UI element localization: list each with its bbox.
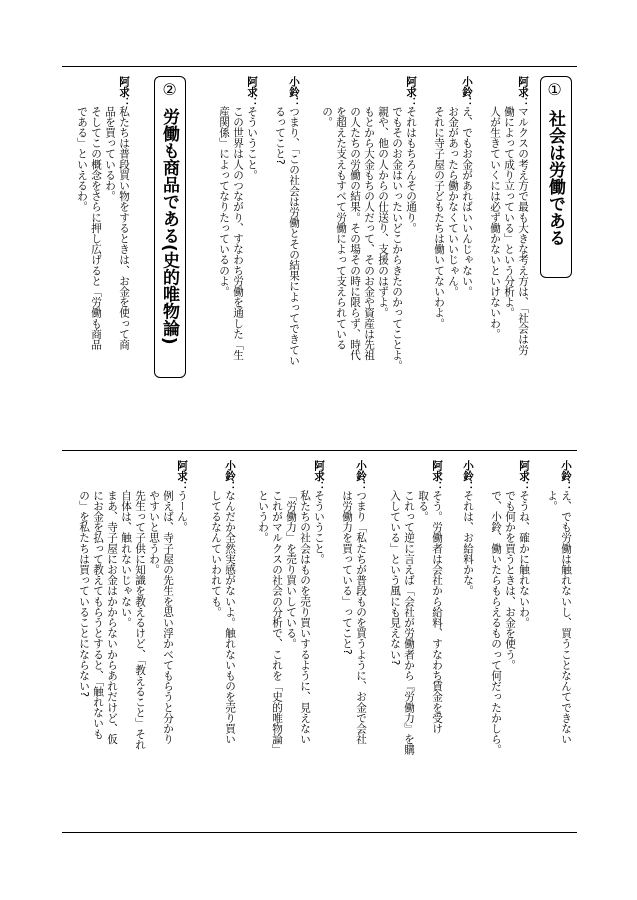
dialogue-line: つまり「私たちが普段ものを買うように、お金で会社 bbox=[355, 490, 367, 745]
dialogue-line: 働によって成り立っている」という分析よ。 bbox=[503, 106, 515, 318]
dialogue-line: 自体は、触れないじゃない。 bbox=[120, 490, 132, 628]
dialogue-line: は労働力を買っている」ってこと? bbox=[341, 490, 353, 655]
speaker-label: 阿求： bbox=[313, 460, 325, 492]
bottom-rule bbox=[62, 832, 577, 833]
speaker-label: 阿求： bbox=[176, 460, 188, 492]
dialogue-line: え、でもお金があればいいんじゃない。 bbox=[461, 106, 473, 297]
dialogue-line: の人たちの労働の結果。その場その時に限らず、時代 bbox=[349, 106, 361, 361]
dialogue-line: そう。労働者は会社から給料、すなわち賃金を受け bbox=[431, 490, 443, 734]
dialogue-line: にお金を払って教えてもらうとすると、「触れないも bbox=[92, 490, 104, 740]
speaker-label: 阿求： bbox=[517, 76, 529, 108]
dialogue-line: で、小鈴、働いたらもらえるものって何だったかしら。 bbox=[490, 490, 502, 755]
dialogue-line: 「労働力」を売り買いしている。 bbox=[285, 490, 297, 649]
speaker-label: 小鈴： bbox=[560, 460, 572, 492]
speaker-label: 小鈴： bbox=[461, 76, 473, 108]
dialogue-line: つまり、「この社会は労働とその結果によってできてい bbox=[288, 106, 300, 366]
dialogue-line: この世界は人のつながり、すなわち労働を通した「生 bbox=[232, 106, 244, 361]
dialogue-line: の。 bbox=[321, 106, 333, 128]
dialogue-line: 先生って子供に知識を教えるけど、「教えること」それ bbox=[134, 490, 146, 750]
dialogue-line: まあ、寺子屋にお金はかからないからあれだけど、仮 bbox=[106, 490, 118, 745]
dialogue-line: そういうこと。 bbox=[246, 106, 258, 181]
dialogue-line: やすいと思うわ。 bbox=[148, 490, 160, 575]
top-rule bbox=[62, 66, 577, 67]
dialogue-line: それはもちろんその通り。 bbox=[405, 106, 417, 234]
dialogue-line: これって逆に言えば「会社が労働者から『労働力』を購 bbox=[403, 490, 415, 755]
dialogue-line: るってこと? bbox=[274, 106, 286, 165]
dialogue-line: なんだか全然実感がないよ。触れないものを売り買い bbox=[224, 490, 236, 745]
dialogue-line: これがマルクスの社会の分析で、これを「史的唯物論」 bbox=[271, 490, 283, 755]
speaker-label: 阿求： bbox=[118, 76, 130, 108]
dialogue-line: え、でも労働は触れないし、買うことなんてできない bbox=[560, 490, 572, 745]
dialogue-line: お金があったら働かなくていいじゃん。 bbox=[447, 106, 459, 297]
dialogue-line: 品を買っているわ。 bbox=[104, 106, 116, 202]
dialogue-line: 親や、他の人からの仕送り、支援のはずよ。 bbox=[377, 106, 389, 318]
dialogue-line: してるなんていわれても。 bbox=[210, 490, 222, 618]
section-1-number: ① bbox=[545, 80, 564, 99]
dialogue-line: 人が生きていくには必ず働かないといけないわ。 bbox=[489, 106, 501, 340]
dialogue-line: でもそのお金はいったいどこからきたのかってことよ。 bbox=[391, 106, 403, 371]
dialogue-line: というわ。 bbox=[257, 490, 269, 543]
dialogue-line: それに寺子屋の子どもたちは働いてないわよ。 bbox=[433, 106, 445, 329]
dialogue-line: 私たちの社会はものを売り買いするように、見えない bbox=[299, 490, 311, 745]
speaker-label: 小鈴： bbox=[288, 76, 300, 108]
middle-rule bbox=[62, 450, 577, 451]
speaker-label: 小鈴： bbox=[355, 460, 367, 492]
dialogue-line: である」といえるわ。 bbox=[76, 106, 88, 212]
section-1-title: 社会は労働である bbox=[545, 110, 565, 246]
dialogue-line: もとから大金もちの人だって、そのお金や資産は先祖 bbox=[363, 106, 375, 361]
section-2-title: 労働も商品である(史的唯物論) bbox=[159, 108, 179, 345]
dialogue-line: 例えば、寺子屋の先生を思い浮かべてもらうと分かり bbox=[162, 490, 174, 745]
dialogue-line: そういうこと。 bbox=[313, 490, 325, 565]
dialogue-line: でも何かを買うときは、お金を使う。 bbox=[504, 490, 516, 671]
dialogue-line: 私たちは普段買い物をするときは、お金を使って商 bbox=[118, 106, 130, 350]
dialogue-line: よ。 bbox=[546, 490, 558, 512]
dialogue-line: それは、お給料かな。 bbox=[462, 490, 474, 596]
dialogue-line: マルクスの考え方で最も大きな考え方は、「社会は労 bbox=[517, 106, 529, 356]
speaker-label: 阿求： bbox=[431, 460, 443, 492]
speaker-label: 小鈴： bbox=[224, 460, 236, 492]
section-2-number: ② bbox=[160, 80, 179, 99]
dialogue-line: の」を私たちは買っていることにならない? bbox=[78, 490, 90, 698]
speaker-label: 阿求： bbox=[405, 76, 417, 108]
dialogue-line: を超えた支えもすべて労働によって支えられている bbox=[335, 106, 347, 350]
dialogue-line: 入している」という風にも見えない? bbox=[389, 490, 401, 666]
speaker-label: 小鈴： bbox=[462, 460, 474, 492]
dialogue-line: 取る。 bbox=[417, 490, 429, 522]
speaker-label: 阿求： bbox=[518, 460, 530, 492]
speaker-label: 阿求： bbox=[246, 76, 258, 108]
dialogue-line: そうね、確かに触れないわ。 bbox=[518, 490, 530, 628]
dialogue-line: そしてこの概念をさらに押し広げると「労働も商品 bbox=[90, 106, 102, 350]
dialogue-line: うーん。 bbox=[176, 490, 188, 533]
dialogue-line: 産関係」によってなりたっているのよ。 bbox=[218, 106, 230, 297]
